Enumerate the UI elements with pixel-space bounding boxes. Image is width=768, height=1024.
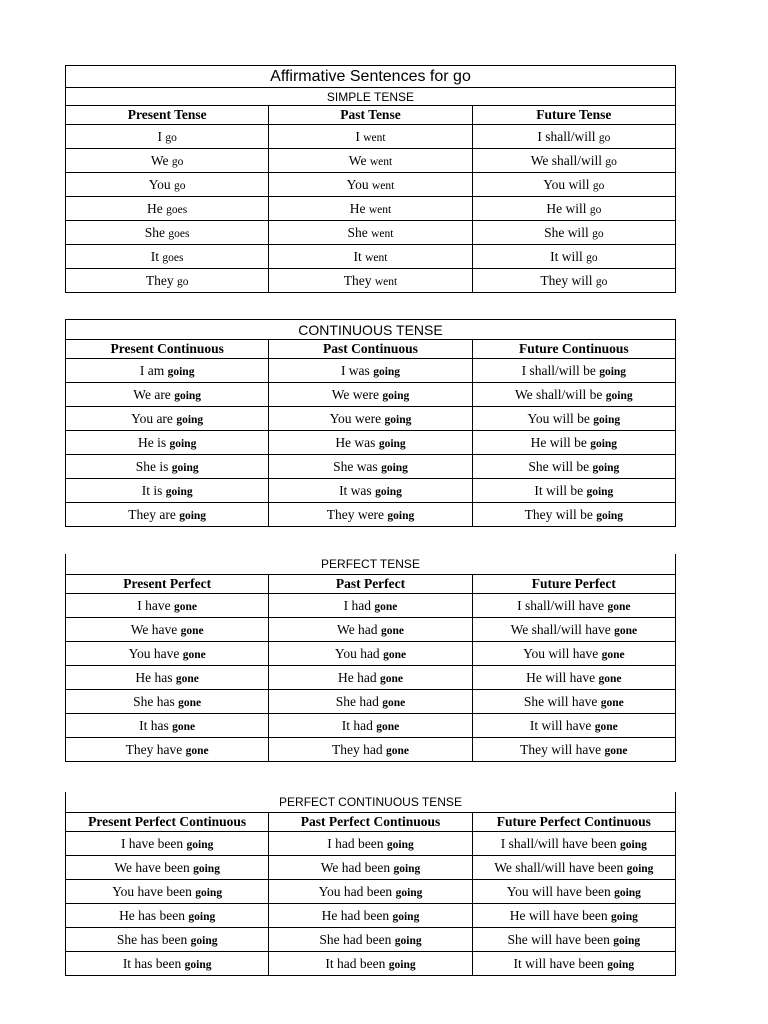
sentence-subject: She had (335, 693, 379, 709)
simple-tense-table (65, 65, 676, 293)
sentence-cell (66, 173, 269, 197)
sentence-cell (472, 359, 675, 383)
sentence-subject: It was (339, 482, 372, 498)
sentence-subject: We shall/will have (510, 621, 611, 637)
sentence-subject: They are (128, 506, 176, 522)
sentence-cell (66, 928, 269, 952)
sentence-verb: gone (385, 744, 409, 757)
sentence-verb: gone (594, 720, 618, 733)
sentence-cell (66, 690, 269, 714)
sentence-verb: going (586, 485, 614, 498)
sentence-verb: going (611, 910, 638, 923)
sentence-subject: It had (341, 717, 373, 733)
sentence-cell (269, 479, 472, 503)
table-row (66, 431, 676, 455)
sentence-verb: going (378, 437, 406, 450)
sentence-cell (269, 359, 472, 383)
sentence-cell (66, 832, 269, 856)
table-row (66, 928, 676, 952)
sentence-verb: going (626, 862, 654, 875)
table-row (66, 856, 676, 880)
sentence-verb: go (174, 179, 186, 192)
sentence-cell (269, 618, 472, 642)
sentence-subject: We (348, 152, 367, 168)
sentence-cell (472, 666, 675, 690)
column-header: Present Tense (66, 106, 269, 125)
sentence-subject: It (353, 248, 362, 264)
sentence-verb: went (374, 275, 398, 288)
sentence-verb: goes (168, 227, 190, 240)
column-header: Future Continuous (472, 340, 675, 359)
sentence-subject: You (148, 176, 171, 192)
sentence-verb: going (186, 838, 214, 851)
sentence-cell (472, 642, 675, 666)
sentence-cell (472, 269, 675, 293)
sentence-cell (66, 479, 269, 503)
sentence-cell (472, 431, 675, 455)
sentence-subject: It has been (122, 955, 182, 971)
sentence-subject: He (147, 200, 163, 216)
sentence-cell (472, 383, 675, 407)
sentence-cell (472, 125, 675, 149)
sentence-cell (66, 431, 269, 455)
sentence-subject: She will have (523, 693, 598, 709)
sentence-cell (472, 618, 675, 642)
table-row (66, 714, 676, 738)
sentence-verb: gone (174, 600, 198, 613)
sentence-cell (66, 714, 269, 738)
table-row (66, 197, 676, 221)
table-row (66, 383, 676, 407)
sentence-verb: gone (172, 720, 196, 733)
sentence-subject: We have (130, 621, 178, 637)
sentence-cell (269, 245, 472, 269)
sentence-subject: It will (550, 248, 583, 264)
column-header: Future Perfect Continuous (472, 813, 675, 832)
sentence-verb: going (165, 485, 193, 498)
sentence-verb: going (596, 509, 624, 522)
sentence-subject: You will have (523, 645, 599, 661)
table-row (66, 666, 676, 690)
sentence-cell (269, 690, 472, 714)
sentence-subject: They were (326, 506, 385, 522)
sentence-subject: It is (141, 482, 163, 498)
sentence-verb: go (592, 227, 604, 240)
sentence-verb: going (384, 413, 412, 426)
sentence-verb: goes (162, 251, 184, 264)
sentence-verb: going (193, 862, 220, 875)
column-header: Past Perfect Continuous (269, 813, 472, 832)
sentence-cell (269, 666, 472, 690)
sentence-verb: go (171, 155, 184, 168)
sentence-verb: going (381, 461, 408, 474)
sentence-cell (269, 269, 472, 293)
sentence-verb: go (586, 251, 598, 264)
sentence-subject: You had been (318, 883, 393, 899)
table-row (66, 690, 676, 714)
sentence-verb: going (605, 389, 633, 402)
sentence-verb: gone (376, 720, 400, 733)
sentence-cell (472, 952, 675, 976)
table-row (66, 149, 676, 173)
sentence-subject: He was (335, 434, 376, 450)
sentence-subject: She will be (528, 458, 590, 474)
sentence-cell (66, 738, 269, 762)
sentence-subject: They have (125, 741, 183, 757)
sentence-verb: going (395, 886, 423, 899)
sentence-verb: going (188, 910, 216, 923)
sentence-subject: We shall/will be (515, 386, 603, 402)
sentence-verb: gone (379, 672, 403, 685)
sentence-cell (269, 594, 472, 618)
sentence-cell (66, 642, 269, 666)
sentence-subject: You are (131, 410, 173, 426)
sentence-subject: I had (343, 597, 371, 613)
sentence-cell (472, 407, 675, 431)
sentence-cell (472, 455, 675, 479)
sentence-cell (472, 856, 675, 880)
table-row (66, 952, 676, 976)
sentence-cell (472, 904, 675, 928)
sentence-cell (66, 503, 269, 527)
sentence-subject: She will have been (507, 931, 610, 947)
sentence-subject: He is (137, 434, 167, 450)
sentence-cell (269, 503, 472, 527)
sentence-verb: going (590, 437, 618, 450)
sentence-cell (472, 503, 675, 527)
sentence-cell (472, 880, 675, 904)
sentence-cell (66, 856, 269, 880)
sentence-verb: going (393, 862, 421, 875)
section-heading: PERFECT CONTINUOUS TENSE (66, 792, 676, 813)
sentence-cell (269, 714, 472, 738)
sentence-verb: going (375, 485, 402, 498)
sentence-verb: going (169, 437, 197, 450)
sentence-cell (66, 125, 269, 149)
sentence-subject: He had (338, 669, 377, 685)
sentence-verb: go (589, 203, 602, 216)
sentence-verb: gone (182, 648, 206, 661)
sentence-cell (472, 149, 675, 173)
sentence-verb: goes (166, 203, 188, 216)
column-header: Future Tense (472, 106, 675, 125)
sentence-subject: He (349, 200, 366, 216)
sentence-subject: He has (135, 669, 173, 685)
sentence-subject: They had (332, 741, 383, 757)
perfect-continuous-tense-table (65, 792, 676, 976)
sentence-verb: going (392, 910, 420, 923)
column-header: Present Continuous (66, 340, 269, 359)
sentence-subject: We had (337, 621, 378, 637)
sentence-subject: She was (333, 458, 378, 474)
sentence-cell (66, 245, 269, 269)
sentence-subject: You have been (112, 883, 192, 899)
sentence-cell (269, 197, 472, 221)
sentence-subject: He had been (321, 907, 390, 923)
sentence-verb: going (607, 958, 635, 971)
document-title: Affirmative Sentences for go (66, 66, 676, 88)
table-row (66, 503, 676, 527)
sentence-cell (472, 714, 675, 738)
table-row (66, 904, 676, 928)
column-header: Future Perfect (472, 575, 675, 594)
table-row (66, 594, 676, 618)
column-header: Present Perfect Continuous (66, 813, 269, 832)
sentence-subject: You (346, 176, 369, 192)
sentence-verb: gone (178, 696, 202, 709)
sentence-subject: She is (135, 458, 169, 474)
sentence-cell (472, 928, 675, 952)
sentence-subject: He will have been (509, 907, 608, 923)
sentence-cell (66, 880, 269, 904)
sentence-verb: going (174, 389, 202, 402)
sentence-verb: gone (185, 744, 209, 757)
sentence-verb: going (184, 958, 212, 971)
sentence-subject: You have (128, 645, 180, 661)
sentence-cell (66, 904, 269, 928)
sentence-subject: I have (137, 597, 171, 613)
sentence-subject: She will (544, 224, 589, 240)
sentence-cell (472, 832, 675, 856)
sentence-cell (269, 642, 472, 666)
sentence-verb: gone (600, 696, 624, 709)
column-header: Present Perfect (66, 575, 269, 594)
sentence-verb: gone (598, 672, 622, 685)
sentence-subject: We (150, 152, 169, 168)
table-row (66, 359, 676, 383)
sentence-verb: go (595, 275, 608, 288)
sentence-cell (472, 173, 675, 197)
sentence-subject: He will be (530, 434, 587, 450)
sentence-subject: You had (334, 645, 380, 661)
sentence-cell (269, 221, 472, 245)
sentence-subject: We shall/will have been (494, 859, 624, 875)
sentence-subject: You will have been (506, 883, 611, 899)
sentence-subject: She (144, 224, 166, 240)
sentence-subject: He has been (119, 907, 186, 923)
sentence-cell (269, 383, 472, 407)
sentence-verb: gone (180, 624, 204, 637)
sentence-verb: going (373, 365, 401, 378)
sentence-subject: She has (133, 693, 175, 709)
sentence-subject: You will (543, 176, 590, 192)
sentence-cell (269, 832, 472, 856)
sentence-subject: She has been (116, 931, 188, 947)
sentence-verb: gone (380, 624, 404, 637)
sentence-cell (66, 383, 269, 407)
section-heading: CONTINUOUS TENSE (66, 320, 676, 340)
sentence-verb: went (368, 203, 392, 216)
column-header: Past Tense (269, 106, 472, 125)
sentence-verb: go (605, 155, 617, 168)
sentence-subject: It had been (325, 955, 386, 971)
sentence-cell (66, 666, 269, 690)
table-row (66, 832, 676, 856)
sentence-verb: going (179, 509, 207, 522)
sentence-verb: gone (607, 600, 631, 613)
sentence-subject: They (145, 272, 174, 288)
sentence-verb: go (592, 179, 605, 192)
sentence-verb: go (598, 131, 611, 144)
sentence-subject: He will (546, 200, 587, 216)
continuous-tense-table (65, 319, 676, 527)
sentence-verb: went (371, 227, 394, 240)
table-row (66, 642, 676, 666)
sentence-verb: went (371, 179, 395, 192)
sentence-cell (66, 618, 269, 642)
sentence-verb: going (195, 886, 223, 899)
sentence-cell (269, 856, 472, 880)
sentence-subject: She had been (319, 931, 392, 947)
sentence-verb: going (388, 958, 416, 971)
column-header: Past Perfect (269, 575, 472, 594)
sentence-cell (66, 594, 269, 618)
sentence-verb: gone (614, 624, 638, 637)
sentence-cell (66, 952, 269, 976)
sentence-cell (66, 455, 269, 479)
sentence-subject: They will have (520, 741, 602, 757)
table-row (66, 880, 676, 904)
sentence-subject: They will be (524, 506, 593, 522)
sentence-subject: You were (329, 410, 382, 426)
sentence-cell (472, 594, 675, 618)
sentence-subject: We were (331, 386, 380, 402)
sentence-cell (269, 149, 472, 173)
sentence-cell (269, 125, 472, 149)
table-row (66, 479, 676, 503)
sentence-verb: went (365, 251, 388, 264)
sentence-subject: I was (340, 362, 370, 378)
sentence-verb: going (614, 886, 641, 899)
sentence-verb: going (613, 934, 641, 947)
sentence-subject: It has (139, 717, 169, 733)
sentence-verb: going (190, 934, 218, 947)
sentence-cell (472, 245, 675, 269)
section-heading: SIMPLE TENSE (66, 88, 676, 106)
sentence-cell (66, 149, 269, 173)
sentence-verb: gone (383, 648, 407, 661)
sentence-subject: I shall/will have been (500, 835, 617, 851)
sentence-verb: going (593, 413, 621, 426)
sentence-subject: He will have (526, 669, 596, 685)
table-row (66, 269, 676, 293)
sentence-cell (472, 197, 675, 221)
table-row (66, 245, 676, 269)
table-row (66, 125, 676, 149)
sentence-verb: going (176, 413, 204, 426)
sentence-subject: They will (540, 272, 593, 288)
sentence-cell (66, 269, 269, 293)
sentence-subject: I had been (327, 835, 384, 851)
sentence-verb: gone (382, 696, 406, 709)
sentence-subject: It will have (529, 717, 592, 733)
sentence-cell (269, 738, 472, 762)
sentence-verb: went (369, 155, 393, 168)
sentence-cell (472, 479, 675, 503)
sentence-subject: It will have been (513, 955, 604, 971)
sentence-subject: She (347, 224, 368, 240)
sentence-verb: going (592, 461, 620, 474)
sentence-cell (269, 928, 472, 952)
table-row (66, 738, 676, 762)
sentence-cell (66, 197, 269, 221)
sentence-verb: going (171, 461, 199, 474)
sentence-verb: going (394, 934, 422, 947)
sentence-subject: I am (139, 362, 165, 378)
table-row (66, 455, 676, 479)
sentence-verb: going (167, 365, 195, 378)
sentence-cell (269, 407, 472, 431)
sentence-verb: going (620, 838, 647, 851)
sentence-verb: went (363, 131, 386, 144)
sentence-subject: I shall/will (537, 128, 596, 144)
sentence-cell (66, 407, 269, 431)
sentence-subject: They (343, 272, 372, 288)
sentence-cell (472, 690, 675, 714)
section-heading: PERFECT TENSE (66, 554, 676, 575)
sentence-cell (66, 359, 269, 383)
sentence-verb: gone (604, 744, 628, 757)
sentence-verb: going (599, 365, 627, 378)
perfect-tense-table (65, 554, 676, 762)
sentence-subject: We shall/will (530, 152, 603, 168)
sentence-verb: going (386, 838, 414, 851)
sentence-verb: gone (374, 600, 398, 613)
sentence-cell (269, 173, 472, 197)
sentence-subject: I (355, 128, 360, 144)
table-row (66, 221, 676, 245)
sentence-subject: I (157, 128, 162, 144)
column-header: Past Continuous (269, 340, 472, 359)
sentence-cell (472, 221, 675, 245)
sentence-subject: We have been (114, 859, 190, 875)
table-row (66, 407, 676, 431)
sentence-verb: gone (601, 648, 625, 661)
sentence-verb: going (382, 389, 410, 402)
sentence-subject: I shall/will have (517, 597, 605, 613)
sentence-verb: gone (175, 672, 199, 685)
sentence-subject: I have been (120, 835, 184, 851)
sentence-verb: go (176, 275, 189, 288)
sentence-cell (269, 431, 472, 455)
sentence-cell (472, 738, 675, 762)
sentence-subject: It (150, 248, 160, 264)
table-row (66, 618, 676, 642)
sentence-cell (269, 904, 472, 928)
sentence-cell (66, 221, 269, 245)
sentence-subject: We had been (320, 859, 391, 875)
sentence-verb: go (165, 131, 177, 144)
sentence-verb: going (387, 509, 415, 522)
sentence-cell (269, 880, 472, 904)
sentence-subject: It will be (534, 482, 584, 498)
table-row (66, 173, 676, 197)
sentence-subject: We are (133, 386, 171, 402)
sentence-cell (269, 952, 472, 976)
sentence-cell (269, 455, 472, 479)
sentence-subject: You will be (527, 410, 590, 426)
sentence-subject: I shall/will be (521, 362, 596, 378)
